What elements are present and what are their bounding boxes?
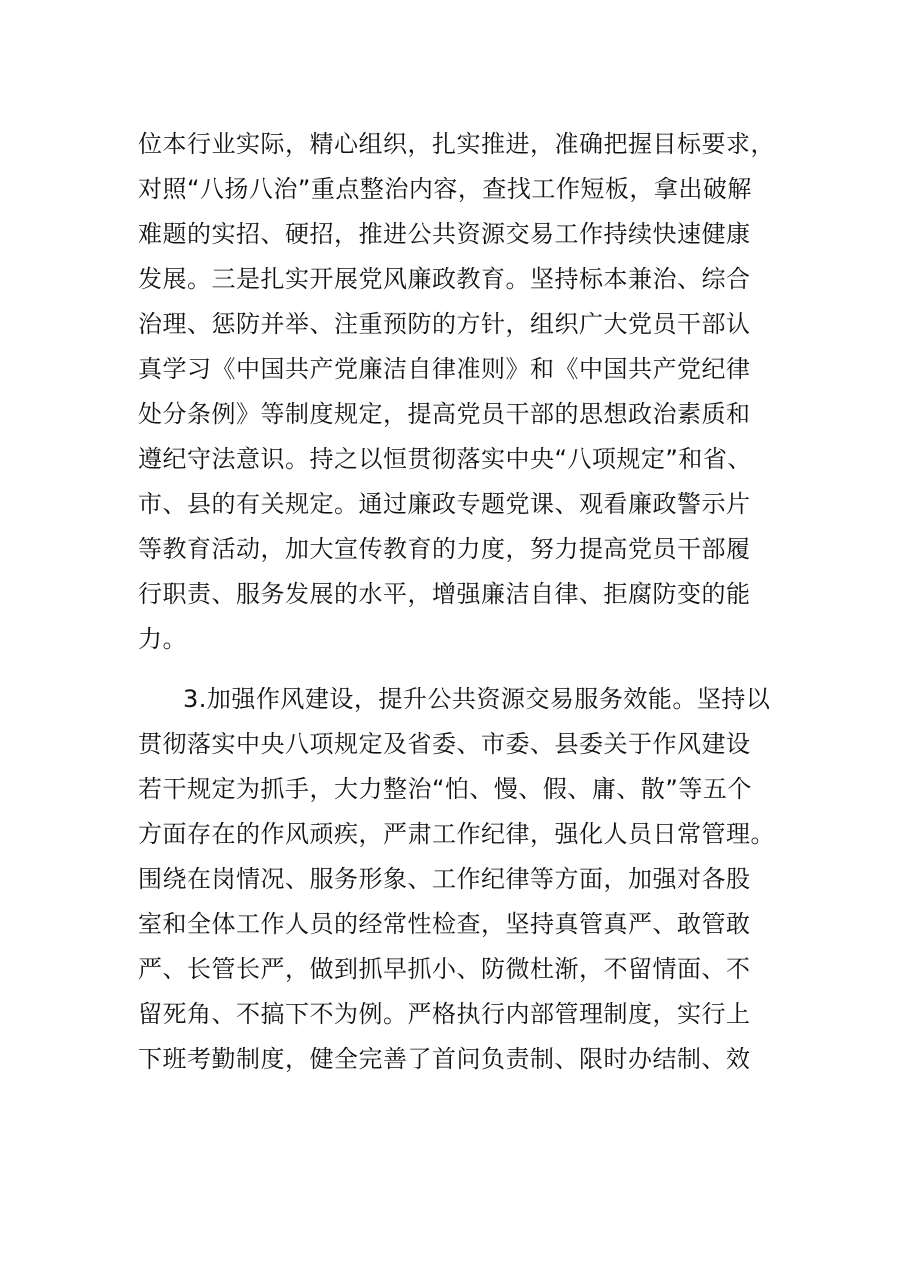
paragraph-1-line: 对照“八扬八治”重点整治内容，查找工作短板，拿出破解 [138, 175, 752, 203]
paragraph-1-line: 真学习《中国共产党廉洁自律准则》和《中国共产党纪律 [138, 355, 751, 383]
paragraph-2-line: 贯彻落实中央八项规定及省委、市委、县委关于作风建设 [138, 730, 751, 758]
paragraph-1-line: 力。 [138, 625, 187, 653]
document-body [138, 122, 778, 1082]
paragraph-1-line: 位本行业实际，精心组织，扎实推进，准确把握目标要求， [138, 130, 775, 158]
paragraph-1-line: 发展。三是扎实开展党风廉政教育。坚持标本兼治、综合 [138, 265, 751, 293]
paragraph-spacer [138, 662, 778, 677]
paragraph-2-line: 下班考勤制度，健全完善了首问负责制、限时办结制、效 [138, 1045, 751, 1073]
paragraph-2-line: 室和全体工作人员的经常性检查，坚持真管真严、敢管敢 [138, 910, 751, 938]
paragraph-2-line: 若干规定为抓手，大力整治“怕、慢、假、庸、散”等五个 [138, 775, 752, 803]
paragraph-1-line: 难题的实招、硬招，推进公共资源交易工作持续快速健康 [138, 220, 751, 248]
paragraph-2-line: 方面存在的作风顽疾，严肃工作纪律，强化人员日常管理。 [138, 820, 775, 848]
paragraph-1-line: 等教育活动，加大宣传教育的力度，努力提高党员干部履 [138, 535, 751, 563]
paragraph-2-line: 严、长管长严，做到抓早抓小、防微杜渐，不留情面、不 [138, 955, 751, 983]
paragraph-1-line: 市、县的有关规定。通过廉政专题党课、观看廉政警示片 [138, 490, 751, 518]
paragraph-2 [138, 677, 778, 1082]
paragraph-2-line: 围绕在岗情况、服务形象、工作纪律等方面，加强对各股 [138, 865, 751, 893]
paragraph-1-line: 治理、惩防并举、注重预防的方针，组织广大党员干部认 [138, 310, 751, 338]
paragraph-1-line: 行职责、服务发展的水平，增强廉洁自律、拒腐防变的能 [138, 580, 751, 608]
paragraph-1 [138, 122, 778, 662]
paragraph-1-line: 遵纪守法意识。持之以恒贯彻落实中央“八项规定”和省、 [138, 445, 752, 473]
paragraph-1-line: 处分条例》等制度规定，提高党员干部的思想政治素质和 [138, 400, 751, 428]
paragraph-2-line: 留死角、不搞下不为例。严格执行内部管理制度，实行上 [138, 1000, 751, 1028]
paragraph-2-line: 3.加强作风建设，提升公共资源交易服务效能。坚持以 [183, 685, 771, 713]
